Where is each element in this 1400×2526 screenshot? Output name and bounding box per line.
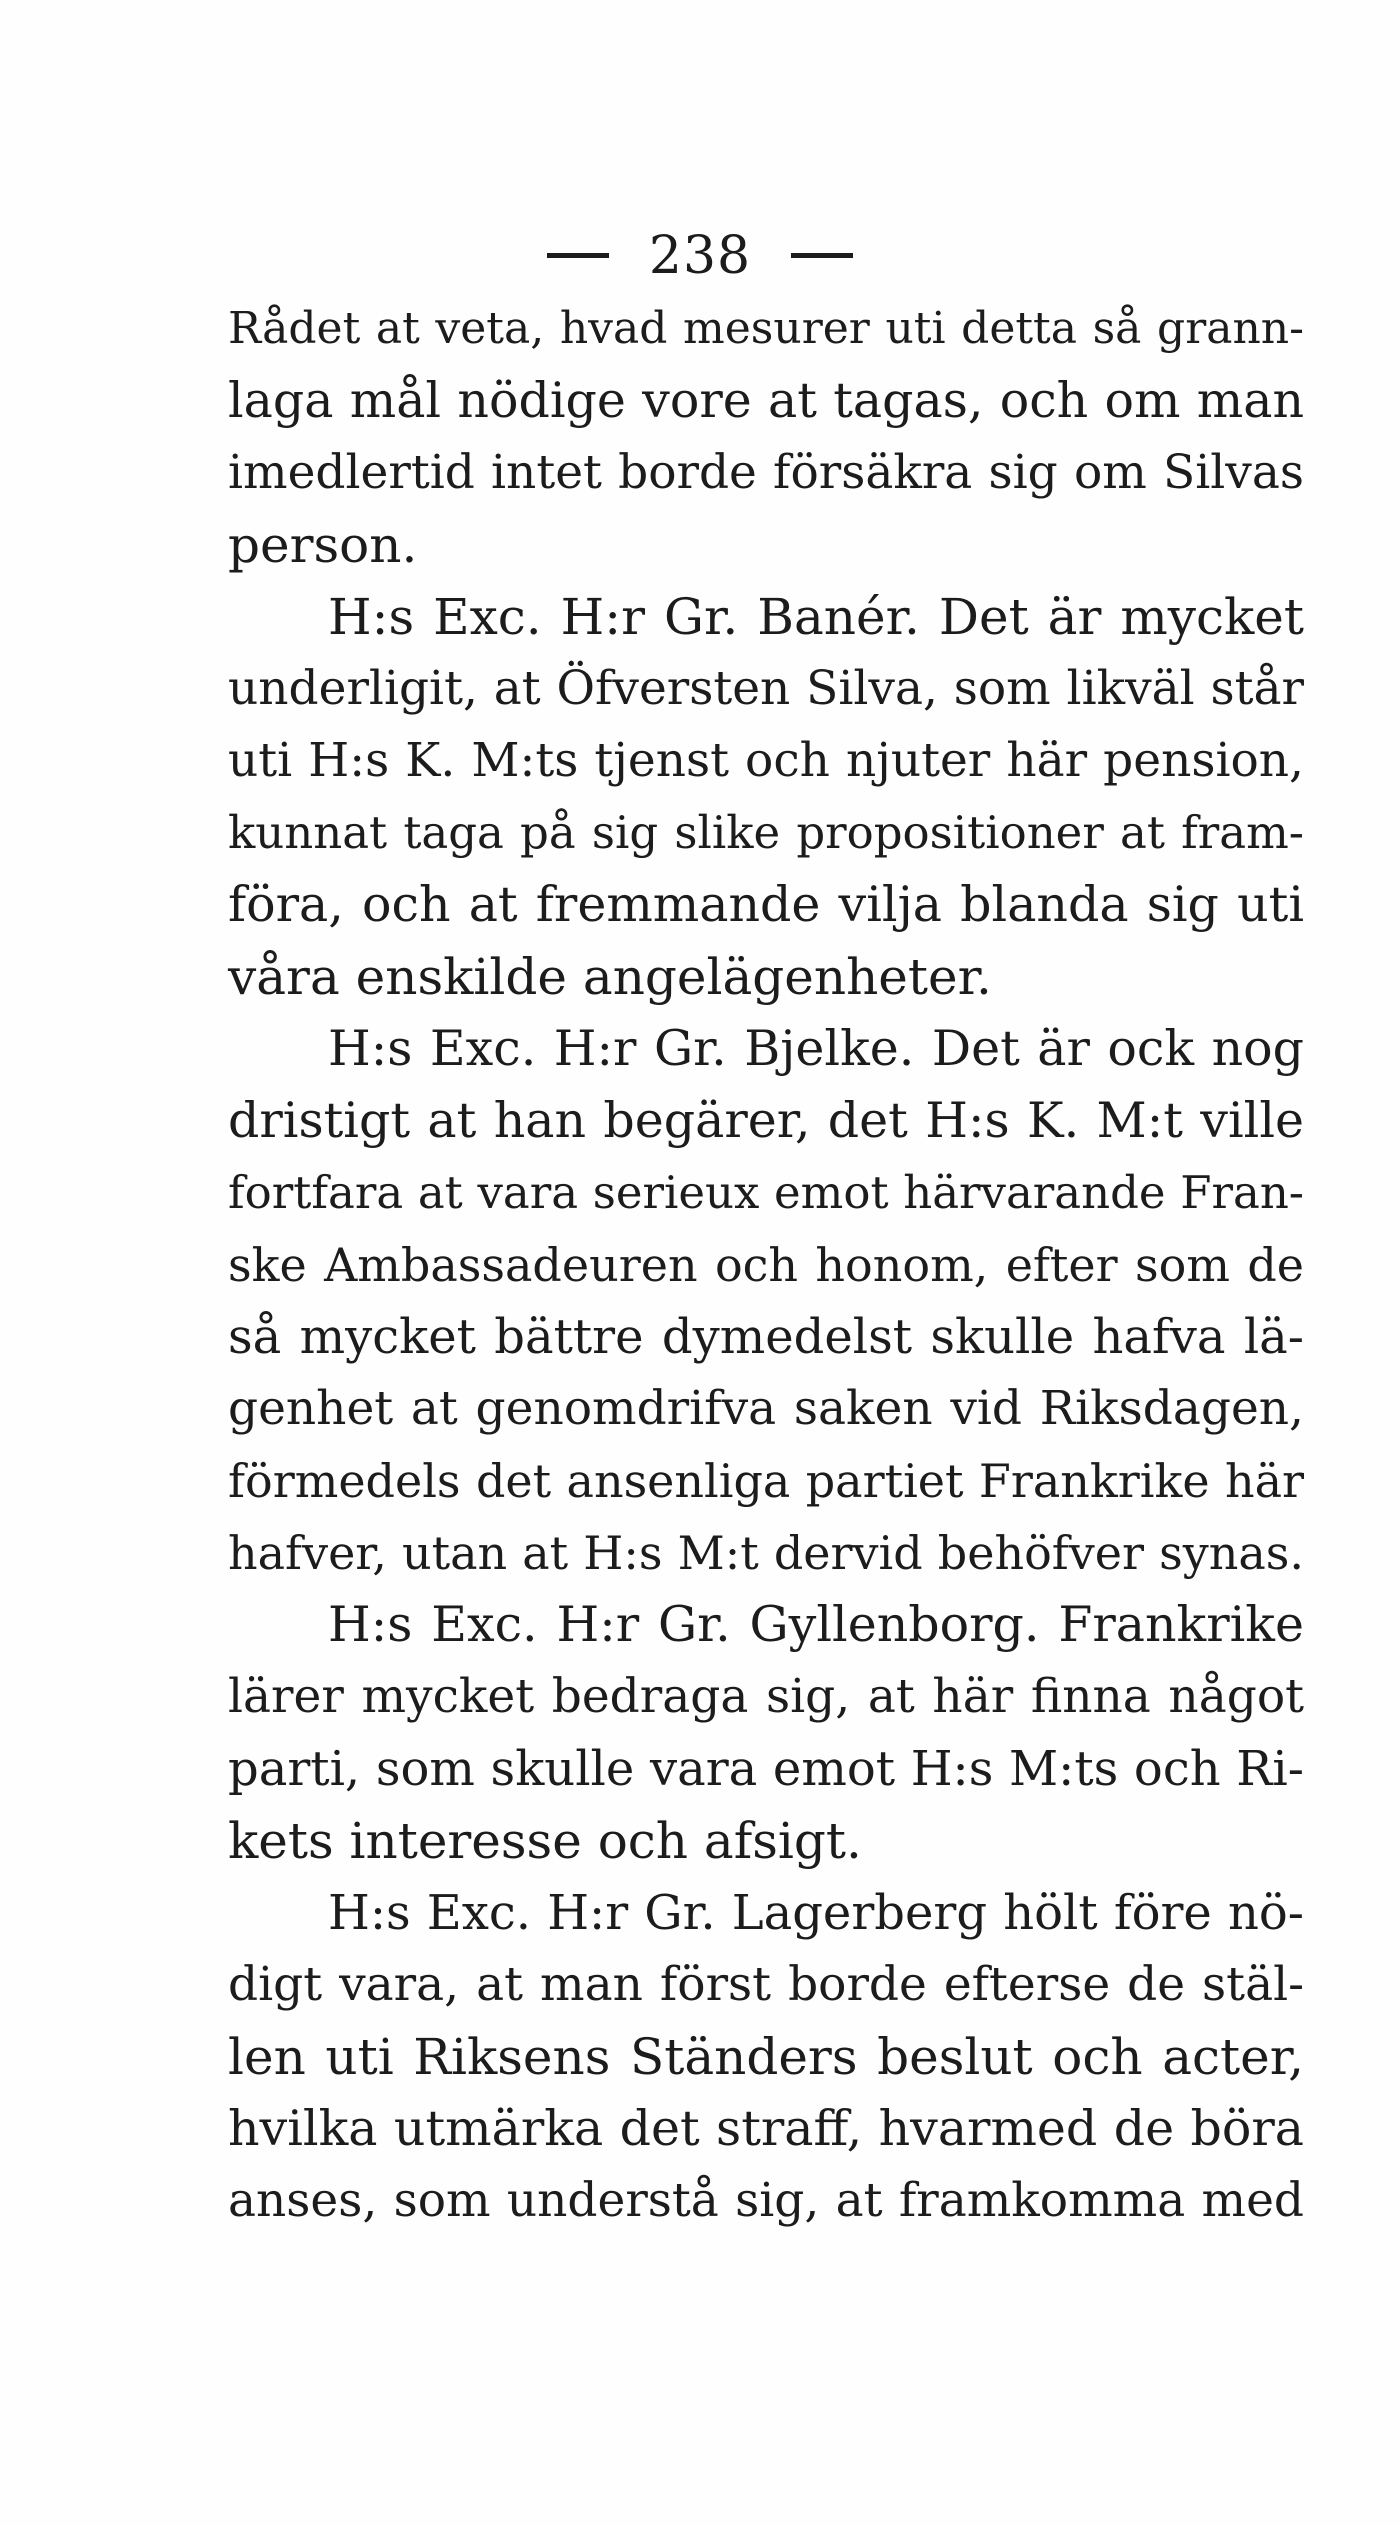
text-line: fortfara at vara serieux emot härvarande Fran-	[228, 1166, 1304, 1219]
text-line: len uti Riksens Ständers beslut och acter,	[228, 2028, 1304, 2086]
right-dash	[791, 253, 853, 258]
text-line: digt vara, at man först borde efterse de stäl-	[228, 1957, 1304, 2012]
text-line: H:s Exc. H:r Gr. Gyllenborg. Frankrike	[328, 1596, 1304, 1653]
text-line: parti, som skulle vara emot H:s M:ts och Ri-	[228, 1741, 1304, 1797]
text-line: H:s Exc. H:r Gr. Lagerberg hölt före nö-	[328, 1885, 1304, 1941]
text-line: dristigt at han begärer, det H:s K. M:t ville	[228, 1092, 1304, 1149]
body-text	[228, 293, 1304, 2237]
text-line: underligit, at Öfversten Silva, som likväl står	[228, 661, 1304, 716]
text-line: föra, och at fremmande vilja blanda sig uti	[228, 876, 1304, 933]
text-line: uti H:s K. M:ts tjenst och njuter här pension,	[228, 733, 1304, 788]
text-line: ske Ambassadeuren och honom, efter som de	[228, 1238, 1304, 1292]
text-line: hvilka utmärka det straff, hvarmed de böra	[228, 2100, 1304, 2157]
text-line: hafver, utan at H:s M:t dervid behöfver synas.	[228, 1526, 1304, 1580]
text-line: H:s Exc. H:r Gr. Bjelke. Det är ock nog	[328, 1020, 1304, 1077]
text-line: anses, som understå sig, at framkomma med	[228, 2173, 1304, 2228]
page-header	[0, 222, 1400, 286]
text-line: kets interesse och afsigt.	[228, 1812, 862, 1870]
text-line: genhet at genomdrifva saken vid Riksdagen,	[228, 1381, 1304, 1436]
page-number: 238	[648, 225, 752, 286]
text-line: lärer mycket bedraga sig, at här finna något	[228, 1669, 1304, 1724]
text-line: våra enskilde angelägenheter.	[228, 948, 992, 1006]
text-line: förmedels det ansenliga partiet Frankrike här	[228, 1454, 1304, 1508]
left-dash	[547, 253, 609, 258]
text-line: kunnat taga på sig slike propositioner at fram-	[228, 806, 1304, 859]
text-line: imedlertid intet borde försäkra sig om Silvas	[228, 445, 1304, 500]
text-line: person.	[228, 516, 418, 574]
text-line: laga mål nödige vore at tagas, och om man	[228, 372, 1304, 429]
text-line: Rådet at veta, hvad mesurer uti detta så grann-	[228, 303, 1304, 354]
text-line: så mycket bättre dymedelst skulle hafva lä-	[228, 1309, 1304, 1365]
text-line: H:s Exc. H:r Gr. Banér. Det är mycket	[328, 588, 1304, 646]
